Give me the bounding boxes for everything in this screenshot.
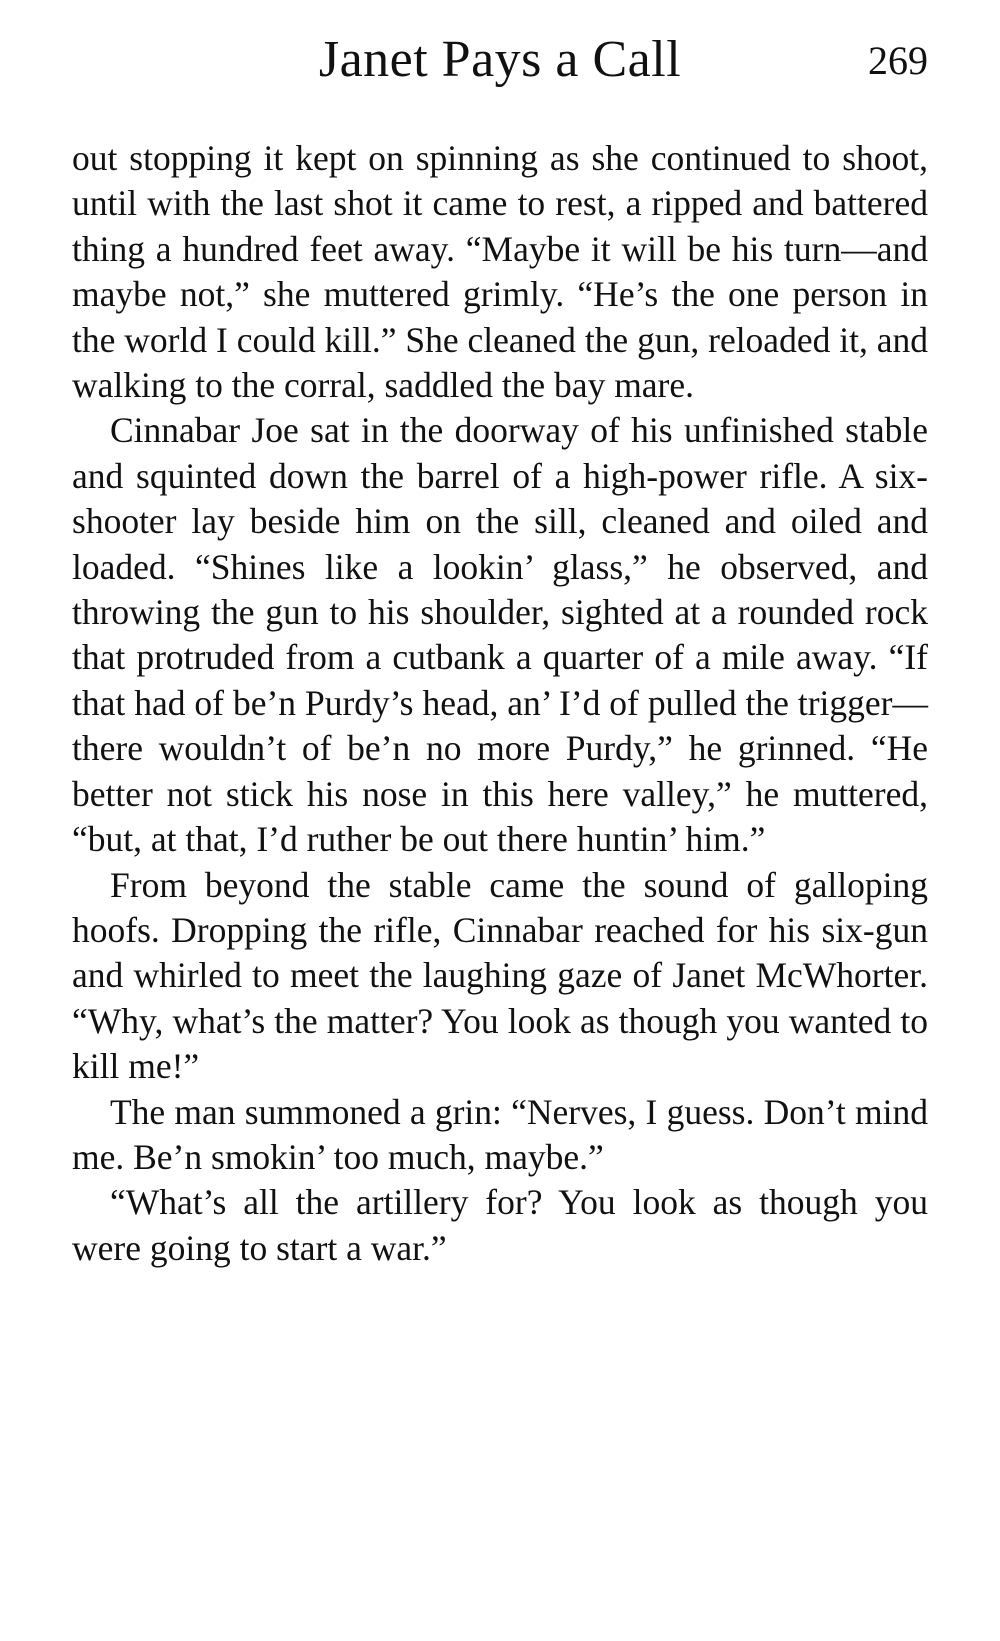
paragraph-3: From beyond the stable came the sound of galloping hoofs. Dropping the rifle, Cinnabar reached for his six-gun and whirled to meet the laughing gaze of Janet McWhorter. “Why, what’s the matter? You look as though you wanted to kill me!” bbox=[72, 864, 928, 1087]
page-number: 269 bbox=[868, 38, 928, 83]
paragraph-5: “What’s all the artillery for? You look as though you were going to start a war.” bbox=[72, 1182, 928, 1268]
paragraph-1: out stopping it kept on spinning as she continued to shoot, until with the last shot it came to rest, a ripped and battered thing a hundred feet away. “Maybe it will be his turn—and maybe not,” she muttered grimly. “He’s the one person in the world I could kill.” She cleaned the gun, reloaded it, and walking to the corral, saddled the bay mare. bbox=[72, 138, 928, 406]
chapter-title: Janet Pays a Call bbox=[318, 31, 682, 88]
paragraph-2: Cinnabar Joe sat in the doorway of his unfinished stable and squinted down the barrel of a high-power rifle. A six-shooter lay beside him on the sill, cleaned and oiled and loaded. “Shines like a lookin’ glass,” he observed, and throwing the gun to his shoulder, sighted at a rounded rock that protruded from a cutbank a quarter of a mile away. “If that had of be’n Purdy’s head, an’ I’d of pulled the trigger—there wouldn’t of be’n no more Purdy,” he grinned. “He better not stick his nose in this here valley,” he muttered, “but, at that, I’d ruther be out there huntin’ him.” bbox=[72, 410, 928, 860]
running-head bbox=[0, 28, 1000, 98]
body-text bbox=[72, 136, 928, 1271]
paragraph-4: The man summoned a grin: “Nerves, I guess. Don’t mind me. Be’n smokin’ too much, maybe.” bbox=[72, 1091, 928, 1177]
